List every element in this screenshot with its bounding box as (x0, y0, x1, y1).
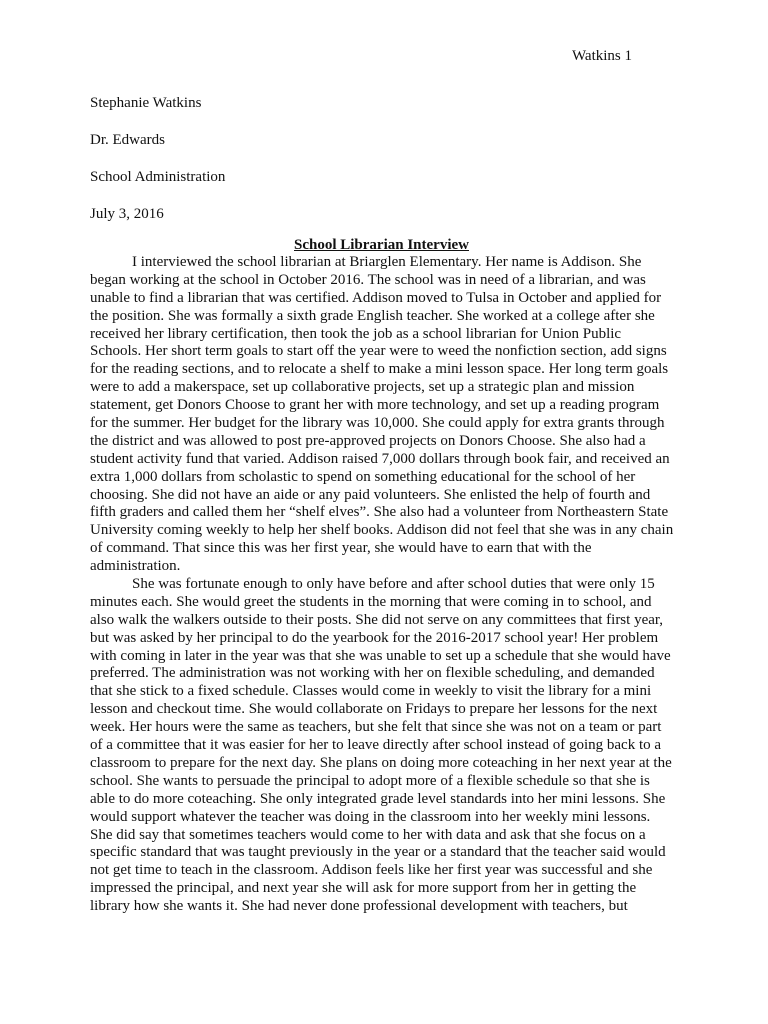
text-line: also walk the walkers outside to their posts. She did not serve on any committees that first year, (90, 611, 664, 628)
text-line: statement, get Donors Choose to grant her with more technology, and set up a reading program (90, 397, 660, 414)
course-name: School Administration (90, 169, 226, 185)
text-line: I interviewed the school librarian at Briarglen Elementary. Her name is Addison. She (132, 254, 642, 270)
text-line: lesson and checkout time. She would collaborate on Fridays to prepare her lessons for the next (90, 701, 658, 718)
text-line: University coming weekly to help her shelf books. Addison did not feel that she was in any chain (90, 522, 674, 539)
text-line: were to add a makerspace, set up collaborative projects, set up a strategic plan and mission (90, 379, 635, 396)
running-head: Watkins 1 (571, 48, 632, 64)
text-line: of a committee that it was easier for her to leave directly after school instead of going back to a (90, 737, 662, 754)
text-line: began working at the school in October 2016. The school was in need of a librarian, and was (90, 271, 646, 288)
text-line: for the reading sections, and to relocate a shelf to make a mini lesson space. Her long term goals (90, 361, 669, 378)
text-line: school. She wants to persuade the principal to adopt more of a flexible schedule so that she is (90, 772, 650, 789)
text-line: She did say that sometimes teachers would come to her with data and ask that she focus on a (90, 826, 646, 843)
header-block (90, 94, 225, 242)
date: July 3, 2016 (90, 206, 164, 222)
body-text (90, 254, 680, 916)
text-line: administration. (90, 558, 181, 575)
page-title: School Librarian Interview (294, 237, 469, 253)
text-line: received her library certification, then took the job as a school librarian for Union Public (90, 325, 622, 342)
instructor-name: Dr. Edwards (90, 132, 165, 148)
text-line: with coming in later in the year was that she was unable to set up a schedule that she would have (90, 647, 671, 664)
text-line: week. Her hours were the same as teachers, but she felt that since she was not on a team or part (90, 719, 662, 736)
text-line: would support whatever the teacher was doing in the classroom into her weekly mini lessons. (90, 808, 651, 825)
text-line: not get time to teach in the classroom. Addison feels like her first year was successful and she (90, 862, 653, 879)
text-line: minutes each. She would greet the students in the morning that were coming in to school, and (90, 593, 652, 610)
text-line: She was fortunate enough to only have before and after school duties that were only 15 (132, 576, 655, 593)
text-line: student activity fund that varied. Addison raised 7,000 dollars through book fair, and received an (90, 450, 670, 467)
text-line: classroom to prepare for the next day. She plans on doing more coteaching in her next year at the (90, 754, 672, 771)
text-line: preferred. The administration was not working with her on flexible scheduling, and demanded (90, 665, 655, 682)
text-line: but was asked by her principal to do the yearbook for the 2016-2017 school year! Her problem (90, 629, 659, 646)
text-line: for the summer. Her budget for the library was 10,000. She could apply for extra grants through (90, 415, 665, 432)
author-name: Stephanie Watkins (90, 95, 202, 111)
text-line: choosing. She did not have an aide or any paid volunteers. She enlisted the help of fourth and (90, 486, 651, 503)
text-line: able to do more coteaching. She only integrated grade level standards into her mini lessons. She (90, 790, 666, 807)
text-line: the position. She was formally a sixth grade English teacher. She worked at a college after she (90, 307, 655, 324)
text-line: of command. That since this was her first year, she would have to earn that with the (90, 540, 592, 557)
text-line: specific standard that was taught previously in the year or a standard that the teacher said would (90, 844, 666, 861)
text-line: library how she wants it. She had never done professional development with teachers, but (90, 898, 628, 915)
text-line: impressed the principal, and next year she will ask for more support from her in getting the (90, 880, 637, 897)
text-line: the district and was allowed to post pre-approved projects on Donors Choose. She also had a (90, 432, 646, 449)
text-line: unable to find a librarian that was certified. Addison moved to Tulsa in October and applied for (90, 289, 662, 306)
text-line: that she stick to a fixed schedule. Classes would come in weekly to visit the library for a mini (90, 683, 652, 700)
text-line: fifth graders and called them her “shelf elves”. She also had a volunteer from Northeastern State (90, 504, 669, 521)
text-line: Schools. Her short term goals to start off the year were to weed the nonfiction section, add signs (90, 343, 667, 360)
text-line: extra 1,000 dollars from scholastic to spend on something educational for the school of her (90, 468, 636, 485)
